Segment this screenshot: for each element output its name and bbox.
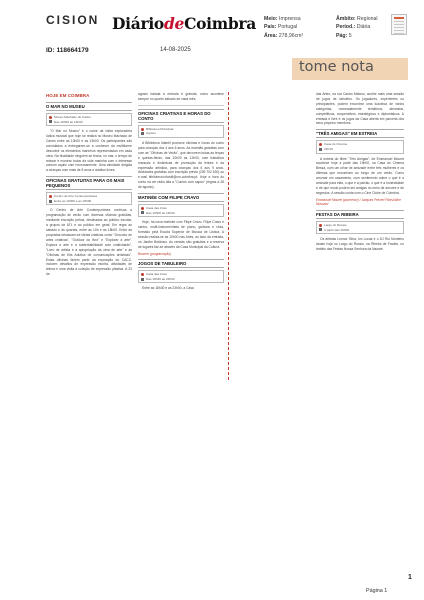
event-location: Casa das Artes: [141, 206, 221, 211]
clock-icon: [319, 148, 322, 151]
meta-row-area: Área: 278,96cm²: [264, 32, 304, 39]
photo-credit: Emmanuel Mouret (pormenor) / Jacques Prévert Films/Aline Mussard: [316, 197, 401, 207]
location-pin-icon: [141, 207, 144, 210]
section-banner-title: tome nota: [299, 59, 374, 75]
clock-icon: [141, 211, 144, 214]
event-body-text: "O Mar no Museu" é o nome da visita exploratória lúdica musical que hoje se realiza no Museu Machado de Castro entre as 10h00 e as 13h00. Os participantes são convidados a entregarem-se a conhecer da multiforme descobrir os elementos marinhos representados em cada obra. Na finalidade ninguém se fecha; no mar, o tempo de relaxar e mostrar todos da vida marinha com o interesse comum aquilo com honrosamente. Uma atividade dirigida a crianças com mais de 8 anos e adultos livres.: [46, 129, 132, 173]
event-location: Museu Machado de Castro: [49, 115, 129, 120]
location-pin-icon: [319, 143, 322, 146]
newspaper-masthead: [112, 14, 256, 33]
photo-credit: Boomer (programação): [138, 251, 171, 256]
event-location: Casa das Artes: [141, 272, 221, 277]
meta-row-country: País: Portugal: [264, 24, 298, 31]
meta-row-page: Pág: 5: [336, 32, 352, 39]
event-location: Largo do Rossio: [319, 223, 401, 228]
cision-logo: CISION: [46, 13, 100, 27]
event-location: Biblioteca Municipal: [141, 127, 221, 132]
event-time: Das 10h00 às 13h00: [49, 120, 129, 125]
event-body-text: O Centro de Arte Contemporânea continua a programação de verão com diversas oficinas gratuitas, mediante inscrição prévia, destinadas ao público escolar, a grupos de ATL e ao público em geral. Em regra ao sábado e às quartas, entre as 10h e as 18h00. Entre as propostas destacam-se ideias criativas como "Orocolor de artes criativas", "Outdoor do livro" e "Explorar a arte". Explora a arte e a sustentabilidade com criatividade", "Livro de artista e a apropriação da obra de arte" e as "Oficinas de Kits Adultos de comunicações artísticas". Estas oficinas fazem parte da exposição do CACC, incluem desafios de expressão escrita, atividades de leitura e uma visita à coleção de expressão plástica. A 23 de: [46, 208, 132, 277]
event-info-box: [46, 113, 132, 126]
article-column-3: [316, 92, 404, 253]
event-time: Das 18h30 às 23h00: [141, 277, 221, 282]
location-pin-icon: [319, 224, 322, 227]
event-info-box: [138, 270, 224, 283]
event-body-text: agosto balada à entrada é gratuita, como acontece sempre no quarto sábado de cada mês.: [138, 92, 224, 101]
page-number: 1: [408, 574, 412, 581]
event-heading-jogos: JOGOS DE TABULEIRO: [138, 259, 224, 268]
clock-icon: [49, 120, 52, 123]
location-pin-icon: [141, 273, 144, 276]
meta-right-block: [336, 15, 394, 40]
clock-icon: [49, 200, 52, 203]
masthead-word-diario: Diário: [112, 14, 164, 33]
event-heading-oficinas-gratuitas: OFICINAS GRATUITAS PARA OS MAIS PEQUENOS: [46, 176, 132, 190]
event-info-box: [316, 221, 404, 234]
meta-row-medium: Meio: Imprensa: [264, 16, 301, 22]
location-pin-icon: [49, 195, 52, 198]
event-info-box: [138, 204, 224, 217]
clock-icon: [141, 132, 144, 135]
event-heading-oficinas-criativas: OFICINAS CRIATIVAS E HORAS DO CONTO: [138, 109, 224, 123]
event-time: Entre as 10h00 e as 18h00: [49, 199, 129, 204]
divider: [138, 105, 224, 106]
meta-row-period: Period.: Diária: [336, 24, 371, 31]
article-column-2: [138, 92, 224, 292]
event-heading-tres-amigas: "TRÊS AMIGAS" EM ESTREIA: [316, 129, 404, 138]
column-dashed-divider: [228, 92, 230, 380]
masthead-word-coimbra: Coimbra: [184, 14, 256, 33]
event-location: Centro de Arte Contemporânea: [49, 194, 129, 199]
event-heading-mar-no-museu: O MAR NO MUSEU: [46, 102, 132, 111]
location-pin-icon: [141, 128, 144, 131]
event-info-box: [46, 192, 132, 205]
event-body-text: Hoje, há nova matinée com Filipe Cravo. Filipe Cravo é cantor, multi-instrumentista de piano, guitarra e viola, formado pela Escola Superior de Música de Lisboa. A sessão realiza-se às 10h00 nas Artes, ao lado da entrada, no Jardim Botânico. As vendas são gratuitas e a reserva de lugares faz-se através da Casa Municipal da Cultura.: [138, 220, 224, 249]
clock-icon: [319, 228, 322, 231]
event-heading-matinee: MATINÉE COM FILIPE CRAVO: [138, 193, 224, 202]
event-body-text: A estreia do filme "Três Amigas", de Emmanuel Mouret acontece hoje a partir das 19h00, na Casa do Cinema Bessa, com um olhar de amizade entre três mulheres e os dilemas que encontram ao longo de um verão. Como arrumar um casamento, num sentimento sobre o que é a amizade para elas, o que é a paixão, o que é a honestidade e de que modo podem ser amigas no meio de amores e de segredos. A sessão conta com o Cine Clube de Coimbra.: [316, 156, 404, 195]
event-time: Agosto: [141, 131, 221, 136]
event-body-text: Entre as 18h30 e as 23h00, a Casa: [142, 286, 194, 291]
event-body-text: das Artes, na rua Castro Matoso, acolhe mais uma sessão de jogos de tabuleiro. Os jogadores, experientes ou principiantes, podem encontrar uma ludoteca de vários categorias, nomeadamente temáticos, abstratos, competitivos, cooperativos, estratégicos e diplomáticos. A entrada é livre e os jogos da Casa aberta em parceria dos seus próprios membros.: [316, 92, 404, 126]
event-time: A partir das 20h00: [319, 228, 401, 233]
event-info-box: [138, 125, 224, 138]
clock-icon: [141, 278, 144, 281]
event-time: Das 10h00 às 12h00: [141, 211, 221, 216]
article-column-1: [46, 92, 132, 278]
event-body-text: A Biblioteca Infantil promove oficinas e horas do conto para crianças dos 4 aos 6 anos. As manhãs gratuitas com com as "Oficinas de Verão", que decorrem todas as terças e quintas-feiras, das 10h00 às 12h00, com trabalhos manuais e dinâmicas de promoção da leitura e da expressão artística, para crianças dos 6 aos 9 anos. Atividades gratuitas com inscrição prévia (239 702 630) ou e-mail biblioteca.infantil@cm-coimbra.pt. Hoje a hora do conto na ver rádio alta a "Contos com sapos" (regras a 28 de agosto).: [138, 141, 224, 190]
location-pin-icon: [49, 116, 52, 119]
page-thumbnail-icon: [391, 14, 407, 35]
section-label: HOJE EM COIMBRA: [46, 93, 90, 98]
event-heading-festas-ribeira: FESTAS DA RIBEIRA: [316, 210, 404, 219]
clipping-id: ID: 118664179: [46, 47, 89, 54]
meta-left-block: [264, 15, 332, 40]
event-info-box: [316, 140, 404, 153]
masthead-word-de: de: [163, 14, 185, 33]
page-label: Página 1: [366, 588, 388, 594]
event-body-text: Os artistas Leonor Silva, Ivo Lucas e o DJ Rui Monteiro atuam hoje no Largo do Rossio, na Ribeira de Frades, no âmbito das Festas Nossa Senhora da Nazaré.: [316, 237, 404, 251]
meta-row-scope: Âmbito: Regional: [336, 16, 378, 22]
clipping-date: 14-08-2025: [160, 47, 191, 53]
event-time: 21h30: [319, 147, 401, 152]
event-location: Casa do Cinema: [319, 142, 401, 147]
